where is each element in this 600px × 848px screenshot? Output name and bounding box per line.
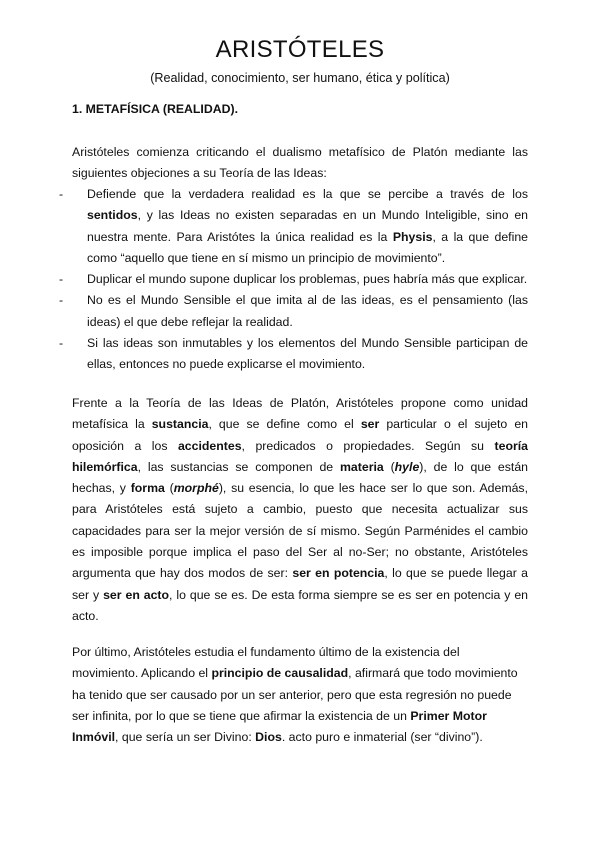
keyword: sentidos — [87, 208, 138, 223]
objections-list — [56, 184, 528, 376]
sustancia-paragraph: Frente a la Teoría de las Ideas de Platón, Aristóteles propone como unidad metafísica la sustancia, que se define como el ser particular o el sujeto en oposición a los accidentes, predicados o propiedades. Según su teoría hilemórfica, las sustancias se componen de materia (hyle), de lo que están hechas, y forma (morphé), su esencia, lo que les hace ser lo que son. Además, para Aristóteles está sujeto a cambio, puesto que necesita actualizar sus capacidades para ser la mejor versión de sí mismo. Según Parménides el cambio es imposible porque implica el paso del Ser al no-Ser; no obstante, Aristóteles argumenta que hay dos modos de ser: ser en potencia, lo que se puede llegar a ser y ser en acto, lo que se es. De esta forma siempre se es ser en potencia y en acto. — [72, 396, 529, 623]
section-heading: 1. METAFÍSICA (REALIDAD). — [72, 102, 239, 116]
bullet-dash: - — [59, 187, 64, 201]
list-item: - Si las ideas son inmutables y los elementos del Mundo Sensible participan de ellas, entonces no puede explicarse el movimiento. — [56, 333, 528, 376]
keyword: ser en potencia — [292, 566, 385, 581]
bullet-dash: - — [59, 293, 64, 308]
keyword: forma — [130, 481, 165, 496]
keyword: Primer Motor Inmóvil — [72, 708, 487, 745]
bullet-dash: - — [59, 336, 64, 351]
keyword: sustancia — [151, 417, 209, 432]
keyword: teoría hilemórfica — [72, 438, 529, 474]
bullet-dash: - — [59, 272, 64, 287]
page-title: ARISTÓTELES — [215, 36, 385, 63]
keyword: accidentes — [177, 438, 242, 453]
keyword: principio de causalidad — [211, 666, 349, 681]
keyword: Dios — [255, 730, 282, 745]
keyword: ser — [360, 417, 380, 432]
motor-paragraph: Por último, Aristóteles estudia el fundamento último de la existencia del movimiento. Aplicando el principio de causalidad, afirmará que todo movimiento ha tenido que ser causado por un ser anterior, pero que esta regresión no puede ser infinita, por lo que se tiene que afirmar la existencia de un Primer Motor Inmóvil, que sería un ser Divino: Dios. acto puro e inmaterial (ser “divino”). — [72, 645, 518, 745]
list-item: - No es el Mundo Sensible el que imita al de las ideas, es el pensamiento (las ideas) el que debe reflejar la realidad. — [56, 290, 528, 333]
keyword: ser en acto — [103, 587, 170, 602]
keyword: Physis — [392, 229, 433, 244]
keyword: morphé — [173, 481, 219, 496]
keyword: materia — [339, 459, 384, 474]
intro-paragraph: Aristóteles comienza criticando el dualismo metafísico de Platón mediante las siguientes objeciones a su Teoría de las Ideas: — [72, 145, 528, 181]
page-subtitle: (Realidad, conocimiento, ser humano, ética y política) — [150, 71, 450, 85]
keyword: hyle — [394, 459, 420, 474]
list-item: - Defiende que la verdadera realidad es la que se percibe a través de los sentidos, y las Ideas no existen separadas en un Mundo Inteligible, sino en nuestra mente. Para Aristótes la única realidad es la Physis, a la que define como “aquello que tiene en sí mismo un principio de movimiento”. — [56, 184, 528, 269]
list-item: - Duplicar el mundo supone duplicar los problemas, pues habría más que explicar. — [56, 269, 528, 290]
